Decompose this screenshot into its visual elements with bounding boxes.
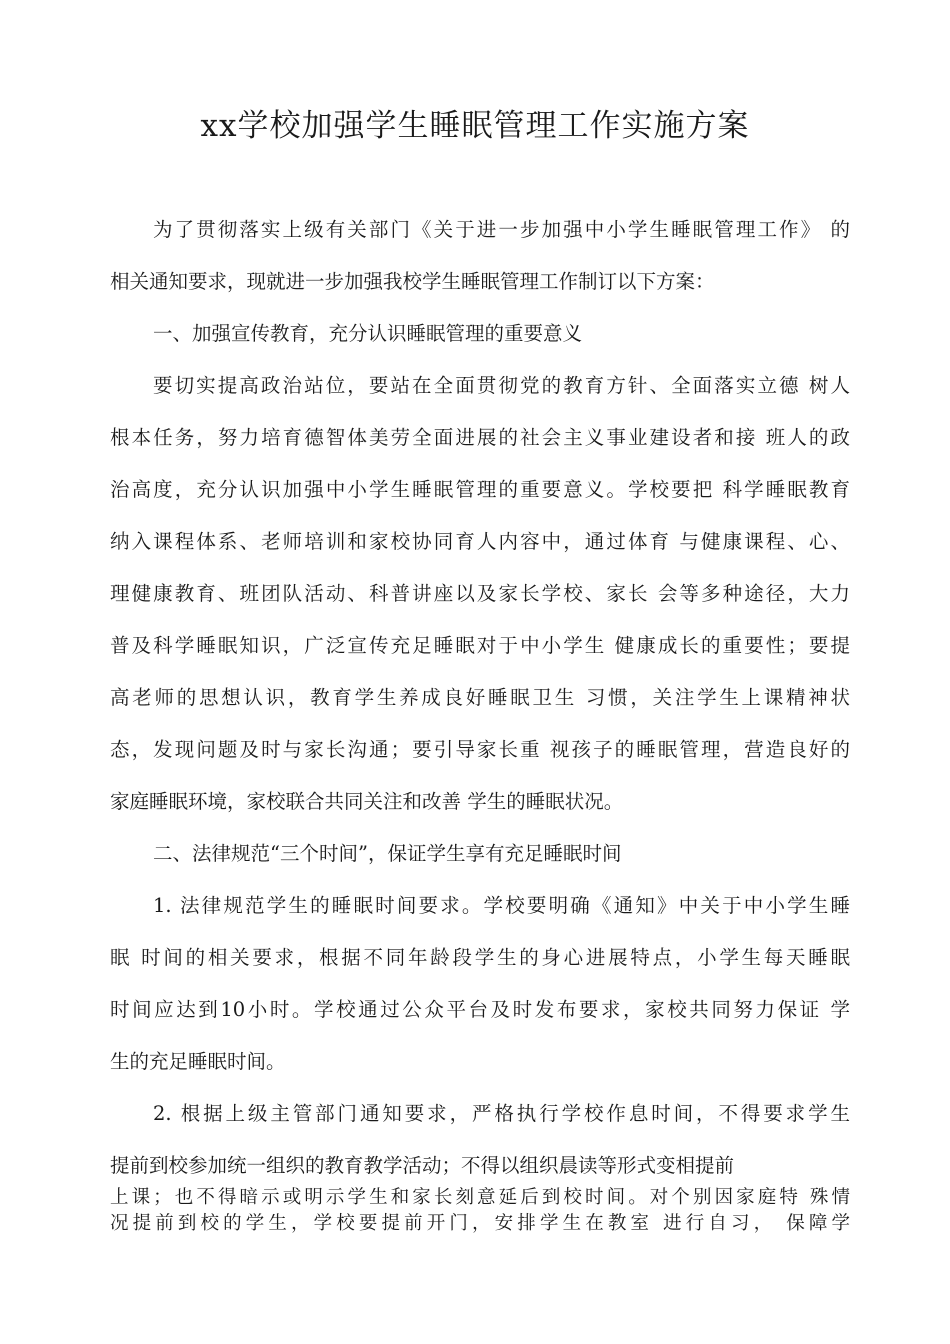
paragraph-line: 上课；也不得暗示或明示学生和家长刻意延后到校时间。对个别因家庭特 殊情 [110,1187,850,1208]
paragraph-line: 1. 法律规范学生的睡眠时间要求。学校要明确《通知》中关于中小学生睡 [153,894,850,917]
paragraph-line: 理健康教育、班团队活动、科普讲座以及家长学校、家长 会等多种途径，大力 [110,582,850,605]
paragraph-line: 况提前到校的学生，学校要提前开门，安排学生在教室 进行自习， 保障学 [110,1213,850,1234]
paragraph-line: 态，发现问题及时与家长沟通；要引导家长重 视孩子的睡眠管理，营造良好的 [110,738,850,761]
paragraph-line: 生的充足睡眠时间。 [110,1050,286,1073]
paragraph-line: 要切实提高政治站位，要站在全面贯彻党的教育方针、全面落实立德 树人 [153,374,850,397]
document-title: xx学校加强学生睡眠管理工作实施方案 [200,108,750,144]
paragraph-line: 家庭睡眠环境，家校联合共同关注和改善 学生的睡眠状况。 [110,790,624,813]
section-heading: 一、加强宣传教育，充分认识睡眠管理的重要意义 [153,322,583,345]
paragraph-line: 治高度，充分认识加强中小学生睡眠管理的重要意义。学校要把 科学睡眠教育 [110,478,850,501]
paragraph-line: 提前到校参加统一组织的教育教学活动；不得以组织晨读等形式变相提前 [110,1154,735,1177]
paragraph-line: 眠 时间的相关要求，根据不同年龄段学生的身心进展特点，小学生每天睡眠 [110,946,850,969]
paragraph-line: 时间应达到10小时。学校通过公众平台及时发布要求，家校共同努力保证 学 [110,998,850,1021]
paragraph-line: 2. 根据上级主管部门通知要求，严格执行学校作息时间，不得要求学生 [153,1102,850,1125]
paragraph-line: 为了贯彻落实上级有关部门《关于进一步加强中小学生睡眠管理工作》 的 [153,218,850,241]
paragraph-line: 普及科学睡眠知识，广泛宣传充足睡眠对于中小学生 健康成长的重要性；要提 [110,634,850,657]
paragraph-line: 高老师的思想认识，教育学生养成良好睡眠卫生 习惯，关注学生上课精神状 [110,686,850,709]
paragraph-line: 相关通知要求，现就进一步加强我校学生睡眠管理工作制订以下方案： [110,270,715,293]
paragraph-line: 根本任务，努力培育德智体美劳全面进展的社会主义事业建设者和接 班人的政 [110,426,850,449]
paragraph-line: 纳入课程体系、老师培训和家校协同育人内容中，通过体育 与健康课程、心、 [110,530,850,553]
section-heading: 二、法律规范“三个时间”，保证学生享有充足睡眠时间 [153,842,622,865]
